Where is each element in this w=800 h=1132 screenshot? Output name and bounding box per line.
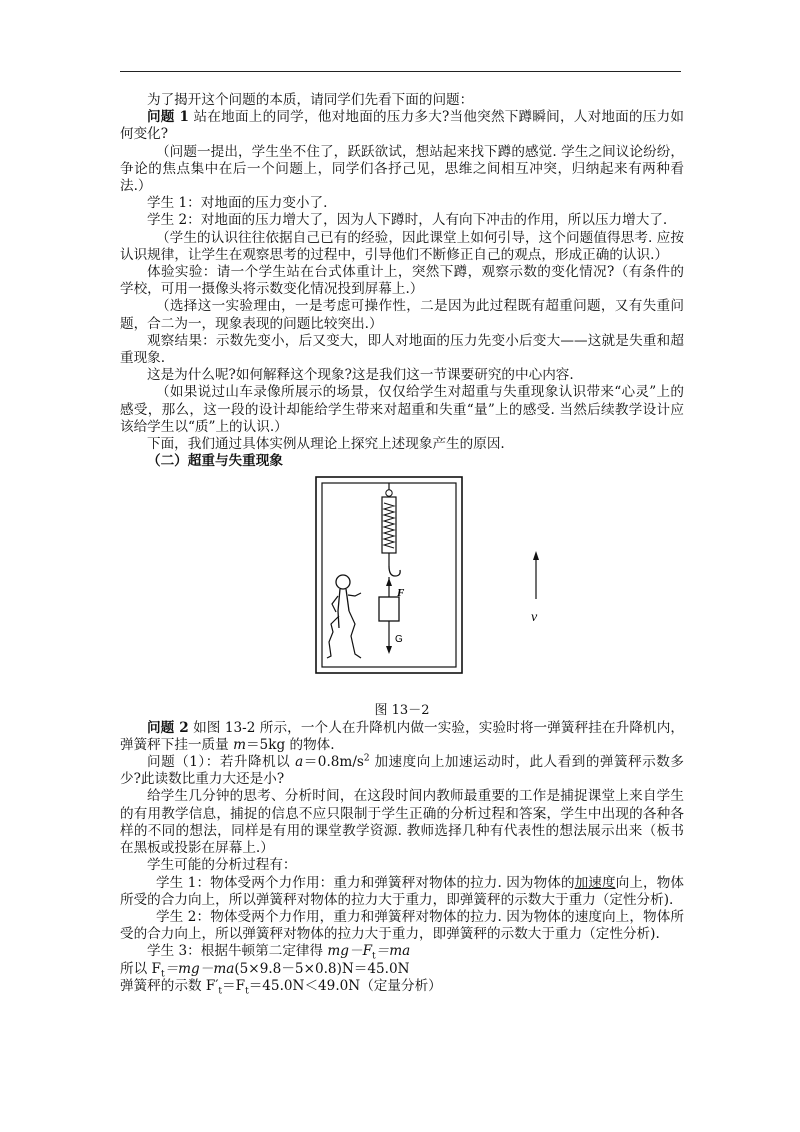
force-F-arrowhead [386,578,392,586]
student-3-text: 学生 3：根据牛顿第二定律得 [147,943,328,960]
student-3-analysis [120,943,684,963]
person-right-arm [348,593,361,596]
section-title: （二）超重与失重现象 [147,453,283,470]
acceleration-underlined: 加速度 [574,874,616,891]
intro-paragraph: 为了揭开这个问题的本质，请同学们先看下面的问题： [147,92,474,108]
gravity-G-label: G [395,634,403,646]
velocity-label: v [531,610,538,626]
question-1b-text: ＝0.8m/s [303,754,364,771]
gravity-G-arrowhead [386,646,392,654]
person-head [336,575,350,589]
newton-equation-rhs: ＝ma [375,943,411,960]
force-F-label: F [397,587,405,600]
scale-hook [389,566,400,576]
spring-coil [384,503,394,548]
below-paragraph: 下面，我们通过具体实例从理论上探究上述现象产生的原因. [147,436,505,453]
note-1: （问题一提出，学生坐不住了，跃跃欲试，想站起来找下蹲的感觉. 学生之间议论纷纷，争论的焦点集中在后一个问题上，同学们各抒己见，思维之间相互冲突，归纳起来有两种看法.） [120,143,684,195]
tension-calc-b: ＝mg－ma [164,960,235,977]
header-rule [120,71,681,72]
person-left-arm [332,596,338,612]
why-paragraph: 这是为什么呢?如何解释这个现象?这是我们这一节课要研究的中心内容. [147,367,574,384]
person-left-leg [327,616,339,658]
student-1-analysis-b: 向上，物体所受的合力向上，所以弹簧秤对物体的拉力大于重力，即弹簧秤的示数大于重力（定性分析). [120,874,684,908]
newton-equation: mg－F [327,943,373,960]
tension-calc-a: 所以 F [120,960,161,977]
student-1-analysis-a: 学生 1：物体受两个力作用：重力和弹簧秤对物体的拉力. 因为物体的 [156,874,575,891]
document-body [120,92,684,995]
note-3: （选择这一实验理由，一是考虑可操作性，二是因为此过程既有超重问题，又有失重问题，合二为一，现象表现的问题比较突出.） [120,298,684,332]
note-4: （如果说过山车录像所展示的场景，仅仅给学生对超重与失重现象认识带来“心灵”上的感受，那么，这一段的设计却能给学生带来对超重和失重“量”上的感受. 当然后续教学设计应该给学生以“质”上的认识.） [120,384,684,435]
person-torso-back [338,589,340,628]
student-1-answer: 学生 1：对地面的压力变小了. [147,195,328,212]
acceleration-variable: a [295,754,304,771]
scale-reading-b: ＝F [222,977,246,994]
scale-reading [120,978,684,995]
elevator-figure [120,470,684,702]
velocity-arrowhead [533,551,539,560]
scale-reading-a: 弹簧秤的示数 F′ [120,977,219,994]
tension-calculation [120,961,684,978]
figure-caption: 图 13－2 [374,703,430,719]
scale-reading-subscript-2: t [245,986,249,997]
problem-2 [120,720,684,754]
question-1c-text: 加速度向上加速运动时，此人看到的弹簧秤示数多少?此读数比重力大还是小? [120,754,684,788]
mass-block [379,597,399,621]
unit-exponent: 2 [363,753,370,764]
question-1-label: 问题 1 [147,109,190,126]
student-1-analysis [120,875,684,909]
note-2: （学生的认识往往依据自己已有的经验，因此课堂上如何引导，这个问题值得思考. 应按认识规律，让学生在观察思考的过程中，引导他们不断修正自己的观点，形成正确的认识.） [120,229,684,263]
teacher-paragraph: 给学生几分钟的思考、分析时间，在这段时间内教师最重要的工作是捕捉课堂上来自学生的有用教学信息，捕捉的信息不应只限制于学生正确的分析过程和答案，学生中出现的各种各样的不同的想法，同样是有用的课堂教学资源. 教师选择几种有代表性的想法展示出来（板书在黑板或投影在屏幕上.） [120,788,684,857]
tension-calc-subscript: t [160,969,165,980]
person-right-leg [349,611,361,658]
scale-reading-c: ＝45.0N＜49.0N（定量分析） [248,977,442,994]
question-1 [120,109,684,143]
experiment-paragraph: 体验实验：请一个学生站在台式体重计上，突然下蹲，观察示数的变化情况?（有条件的学校，可用一摄像头将示数变化情况投到屏幕上.） [120,264,684,298]
observation-paragraph: 观察结果：示数先变小，后又变大，即人对地面的压力先变小后变大——这就是失重和超重现象. [120,332,684,367]
student-2-analysis: 学生 2：物体受两个力作用，重力和弹簧秤对物体的拉力. 因为物体的速度向上，物体所受的合力向上，所以弹簧秤对物体的拉力大于重力，即弹簧秤的示数大于重力（定性分析). [120,908,684,943]
question-1-text: 站在地面上的同学，他对地面的压力多大?当他突然下蹲瞬间，人对地面的压力如何变化? [120,109,684,143]
scale-reading-subscript: t [218,986,223,997]
question-1a-text: 问题（1）：若升降机以 [147,754,296,771]
problem-2-text-b: ＝5kg 的物体. [245,736,335,753]
possible-process: 学生可能的分析过程有： [147,857,297,874]
problem-2-question-1 [120,754,684,788]
tension-calc-c: (5×9.8－5×0.8)N＝45.0N [234,960,410,977]
problem-2-text-a: 如图 13-2 所示，一个人在升降机内做一实验，实验时将一弹簧秤挂在升降机内，弹簧秤下挂一质量 [120,719,684,753]
elevator-diagram [315,476,585,684]
problem-2-label: 问题 2 [147,719,189,736]
spring-ring [386,490,392,496]
person-torso-front [346,589,349,611]
mass-variable: m [233,736,246,753]
tension-subscript: t [372,952,376,963]
student-2-answer: 学生 2：对地面的压力增大了，因为人下蹲时，人有向下冲击的作用，所以压力增大了. [147,212,668,229]
